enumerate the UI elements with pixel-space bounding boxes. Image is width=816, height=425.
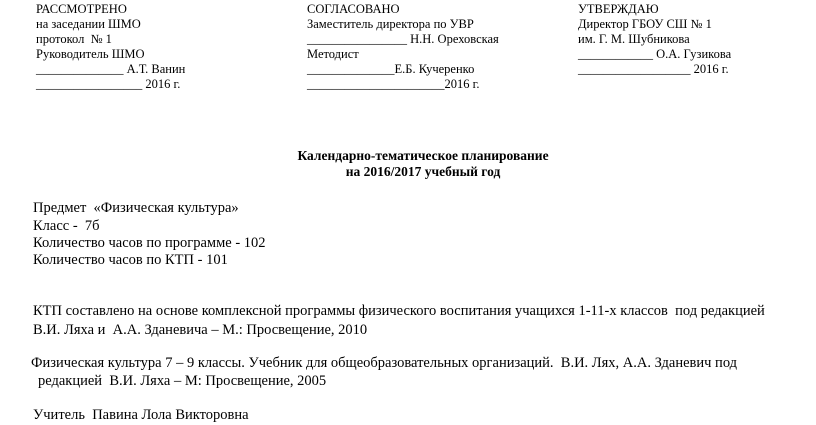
reviewed-signature-line: ______________ А.Т. Ванин (36, 62, 186, 76)
approved-line: им. Г. М. Шубникова (578, 32, 690, 46)
agreed-line: Заместитель директора по УВР (307, 17, 474, 31)
agreed-date-line: ______________________2016 г. (307, 77, 480, 91)
ktp-hours-line: Количество часов по КТП - 101 (33, 252, 228, 268)
agreed-signature-line: ________________ Н.Н. Ореховская (307, 32, 499, 46)
textbook-paragraph: Физическая культура 7 – 9 классы. Учебник для общеобразовательных организаций. В.И. Лях, А.А. Зданевич под (31, 355, 738, 371)
approval-block-reviewed (36, 2, 185, 92)
reviewed-line: Руководитель ШМО (36, 47, 145, 61)
class-line: Класс - 7б (33, 218, 100, 234)
document-title: Календарно-тематическое планирование (297, 148, 549, 163)
program-basis-paragraph: В.И. Ляха и А.А. Зданевича – М.: Просвещение, 2010 (33, 322, 368, 338)
agreed-line: Методист (307, 47, 359, 61)
agreed-signature-line: ______________Е.Б. Кучеренко (307, 62, 475, 76)
reviewed-heading: РАССМОТРЕНО (36, 2, 127, 16)
agreed-heading: СОГЛАСОВАНО (307, 2, 400, 16)
approved-heading: УТВЕРЖДАЮ (578, 2, 659, 16)
reviewed-line: протокол № 1 (36, 32, 112, 46)
program-hours-line: Количество часов по программе - 102 (33, 235, 266, 251)
program-basis-paragraph: КТП составлено на основе комплексной программы физического воспитания учащихся 1-11-х классов под редакцией (33, 303, 765, 319)
teacher-line: Учитель Павина Лола Викторовна (33, 407, 249, 423)
approved-signature-line: ____________ О.А. Гузикова (578, 47, 732, 61)
approval-block-approved (578, 2, 731, 77)
approved-date-line: __________________ 2016 г. (578, 62, 729, 76)
subject-line: Предмет «Физическая культура» (33, 200, 239, 216)
approval-block-agreed (307, 2, 499, 92)
reviewed-line: на заседании ШМО (36, 17, 141, 31)
approved-line: Директор ГБОУ СШ № 1 (578, 17, 712, 31)
document-subtitle-year: на 2016/2017 учебный год (345, 164, 501, 179)
reviewed-date-line: _________________ 2016 г. (36, 77, 181, 91)
textbook-paragraph: редакцией В.И. Ляха – М: Просвещение, 2005 (38, 373, 327, 389)
